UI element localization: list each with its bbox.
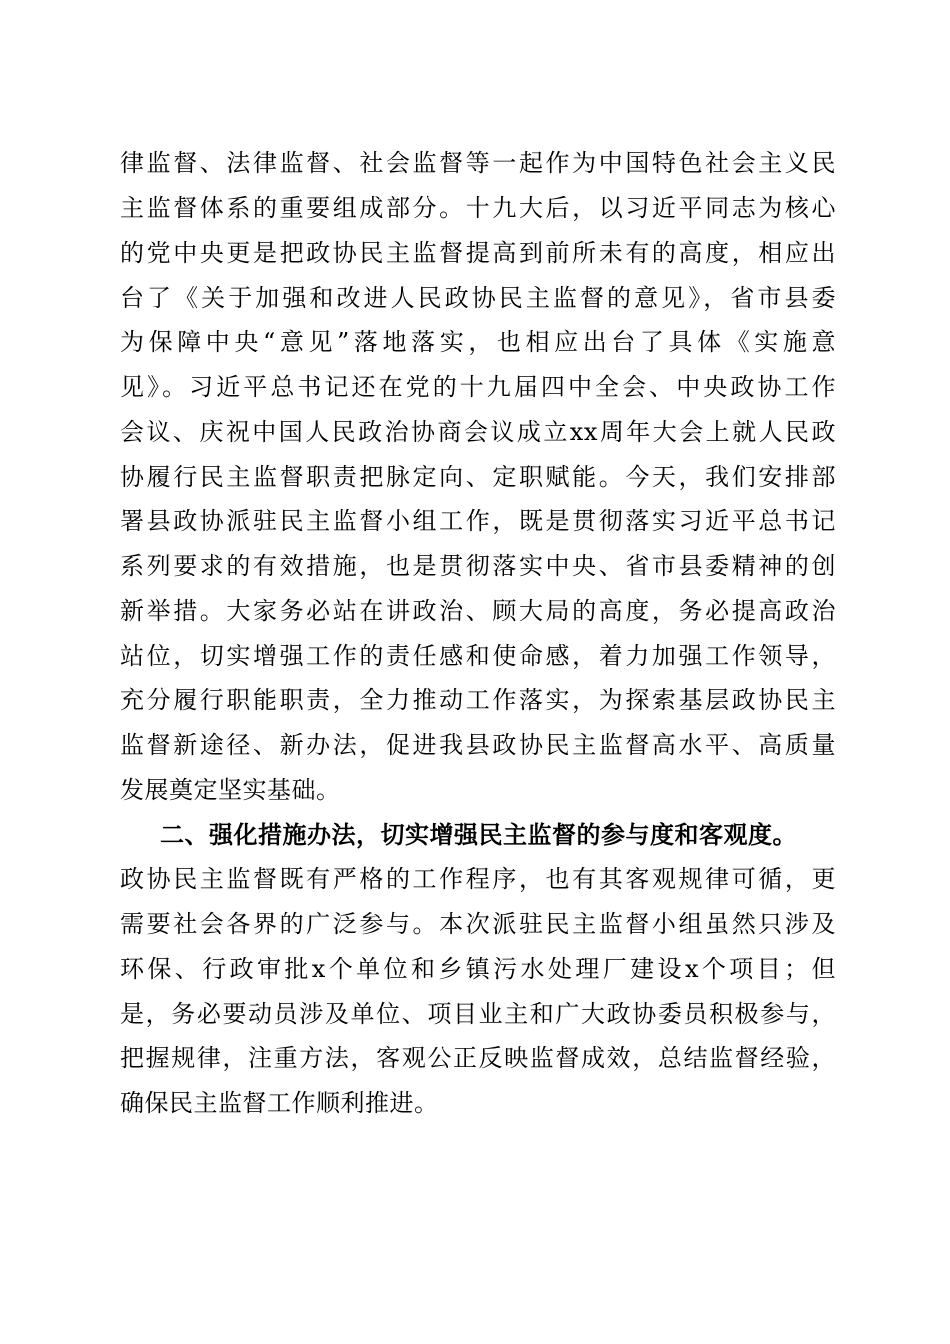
paragraph-line: 需要社会各界的广泛参与。本次派驻民主监督小组虽然只涉及 — [120, 910, 836, 938]
paragraph-line: 发展奠定坚实基础。 — [120, 776, 341, 804]
paragraph-line: 是，务必要动员涉及单位、项目业主和广大政协委员积极参与， — [120, 1000, 836, 1028]
paragraph-line: 站位，切实增强工作的责任感和使命感，着力加强工作领导， — [120, 642, 836, 670]
paragraph-line: 协履行民主监督职责把脉定向、定职赋能。今天，我们安排部 — [120, 463, 836, 491]
paragraph-line: 充分履行职能职责，全力推动工作落实，为探索基层政协民主 — [120, 686, 836, 714]
section-heading: 二、强化措施办法，切实增强民主监督的参与度和客观度。 — [160, 821, 797, 849]
paragraph-line: 确保民主监督工作顺利推进。 — [120, 1089, 439, 1117]
paragraph-line: 新举措。大家务必站在讲政治、顾大局的高度，务必提高政治 — [120, 597, 836, 625]
paragraph-line: 见》。习近平总书记还在党的十九届四中全会、中央政协工作 — [120, 373, 836, 401]
paragraph-line: 的党中央更是把政协民主监督提高到前所未有的高度，相应出 — [120, 239, 836, 267]
paragraph-line: 把握规律，注重方法，客观公正反映监督成效，总结监督经验， — [120, 1044, 836, 1072]
paragraph-line: 系列要求的有效措施，也是贯彻落实中央、省市县委精神的创 — [120, 552, 836, 580]
paragraph-line: 环保、行政审批x个单位和乡镇污水处理厂建设x个项目；但 — [120, 955, 836, 983]
paragraph-line: 政协民主监督既有严格的工作程序，也有其客观规律可循，更 — [120, 865, 836, 893]
paragraph-line: 会议、庆祝中国人民政治协商会议成立xx周年大会上就人民政 — [120, 418, 836, 446]
paragraph-line: 台了《关于加强和改进人民政协民主监督的意见》，省市县委 — [120, 284, 836, 312]
paragraph-line: 主监督体系的重要组成部分。十九大后，以习近平同志为核心 — [120, 194, 836, 222]
paragraph-line: 署县政协派驻民主监督小组工作，既是贯彻落实习近平总书记 — [120, 507, 836, 535]
paragraph-line: 律监督、法律监督、社会监督等一起作为中国特色社会主义民 — [120, 149, 836, 177]
paragraph-line: 为保障中央“意见”落地落实，也相应出台了具体《实施意 — [120, 328, 836, 356]
paragraph-line: 监督新途径、新办法，促进我县政协民主监督高水平、高质量 — [120, 731, 836, 759]
